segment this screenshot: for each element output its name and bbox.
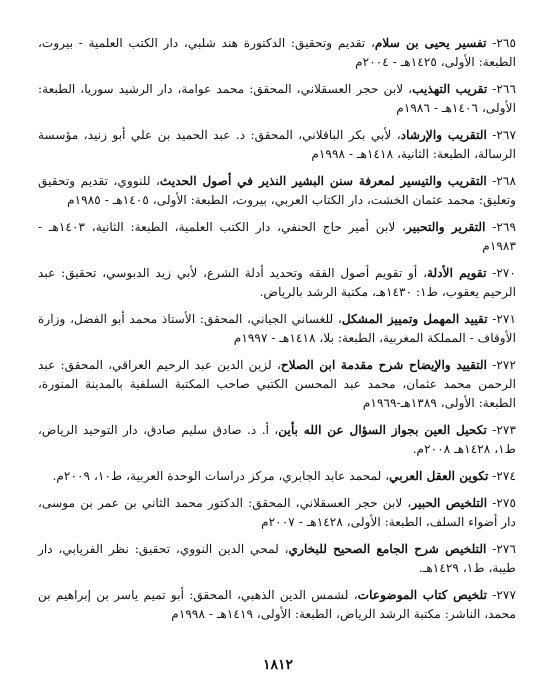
bibliography-entry — [38, 34, 516, 72]
entry-details: ، لابن حجر العسقلاني، المحقق: الدكتور محمد الثاني بن عمر بن موسى، دار أضواء السلف، الطبعة: الأولى، ١٤٢٨هـ - ٢٠٠٧م — [38, 496, 516, 529]
entry-title: التقييد والإيضاح شرح مقدمة ابن الصلاح — [280, 358, 488, 372]
entry-details: ، أ. د. صادق سليم صادق، دار التوحيد الرياض، ط١، ١٤٢٨هـ ٢٠٠٨م. — [38, 423, 516, 456]
entry-title: تفسير يحيى بن سلام — [374, 36, 487, 50]
entry-details: ، للنووي، تقديم وتحقيق وتعليق: محمد عثمان الخشت، دار الكتاب العربي، بيروت، الطبعة: الأولى، ١٤٠٥هـ - ١٩٨٥م — [38, 174, 516, 207]
bibliography-entry — [38, 172, 516, 210]
bibliography-list — [38, 34, 516, 624]
bibliography-entry — [38, 421, 516, 459]
entry-title: التلخيص الحبير — [411, 496, 488, 510]
entry-details: ، لزين الدين عبد الرحيم العراقي، المحقق: عبد الرحمن محمد عثمان، محمد عبد المحسن الكتبي صاحب المكتبة السلفية بالمدينة المنورة، الطبعة: الأولى، ١٣٨٩هـ-١٩٦٩م — [38, 358, 516, 410]
entry-details: ، أو تقويم أصول الفقه وتحديد أدلة الشرع، لأبي زيد الدبوسي، تحقيق: عبد الرحيم يعقوب، ط١: ١٤٣٠هـ، مكتبة الرشد بالرياض. — [38, 266, 516, 299]
entry-title: تقويم الأدلة — [427, 266, 487, 280]
entry-number: ٢٧٥- — [487, 496, 517, 510]
entry-number: ٢٧٣- — [486, 423, 517, 437]
bibliography-entry — [38, 218, 516, 256]
entry-number: ٢٧٢- — [487, 358, 516, 372]
bibliography-entry — [38, 264, 516, 302]
entry-number: ٢٧١- — [487, 312, 516, 326]
entry-title: التقريب والإرشاد — [400, 128, 487, 142]
entry-details: ، لمحي الدين النووي، تحقيق: نظر الفريابي، دار طيبة، ط١، ١٤٢٩هـ. — [38, 542, 516, 575]
entry-title: تكوين العقل العربي — [389, 469, 489, 483]
entry-title: التقريب والتيسير لمعرفة سنن البشير النذير في أصول الحديث — [159, 174, 487, 188]
entry-title: التلخيص شرح الجامع الصحيح للبخاري — [288, 542, 487, 556]
entry-details: ، لمحمد عابد الجابري، مركز دراسات الوحدة العربية، ط١٠، ٢٠٠٩م. — [52, 469, 390, 483]
bibliography-entry — [38, 310, 516, 348]
entry-details: ، لابن حجر العسقلاني، المحقق: محمد عوامة، دار الرشيد سوريا، الطبعة: الأولى، ١٤٠٦هـ - ١٩٨٦م — [38, 82, 516, 115]
entry-number: ٢٧٦- — [486, 542, 516, 556]
entry-details: ، لأبي بكر الباقلاني، المحقق: د. عبد الحميد بن علي أبو زنيد، مؤسسة الرسالة، الطبعة: الثانية، ١٤١٨هـ - ١٩٩٨م — [38, 128, 516, 161]
bibliography-entry — [38, 80, 516, 118]
bibliography-entry — [38, 467, 516, 486]
entry-title: تقييد المهمل وتمييز المشكل — [341, 312, 488, 326]
page-number: ١٨١٢ — [262, 657, 294, 673]
entry-number: ٢٦٨- — [486, 174, 516, 188]
entry-details: ، تقديم وتحقيق: الدكتورة هند شلبي، دار الكتب العلمية - بيروت، الطبعة: الأولى، ١٤٢٥هـ - ٢٠٠٤م — [38, 36, 516, 69]
entry-number: ٢٦٩- — [485, 220, 516, 234]
bibliography-entry — [38, 494, 516, 532]
entry-details: ، لابن أمير حاج الحنفي، دار الكتب العلمية، الطبعة: الثانية، ١٤٠٣هـ - ١٩٨٣م — [38, 220, 516, 253]
bibliography-entry — [38, 540, 516, 578]
entry-number: ٢٧٧- — [486, 588, 516, 602]
entry-number: ٢٧٠- — [486, 266, 516, 280]
entry-details: ، لشمس الدين الذهبي، المحقق: أبو تميم ياسر بن إبراهيم بن محمد، الناشر: مكتبة الرشد الرياض، الطبعة: الأولى، ١٤١٩هـ - ١٩٩٨م — [38, 588, 516, 621]
entry-title: تلخيص كتاب الموضوعات — [357, 588, 487, 602]
entry-title: تقريب التهذيب — [412, 82, 488, 96]
entry-number: ٢٦٦- — [487, 82, 516, 96]
entry-title: تكحيل العين بجواز السؤال عن الله بأين — [278, 423, 487, 437]
bibliography-entry — [38, 126, 516, 164]
bibliography-entry — [38, 356, 516, 413]
entry-details: ، للغساني الجياني، المحقق: الأستاذ محمد أبو الفضل، وزارة الأوقاف - المملكة المغربية، الطبعة: بلا، ١٤١٨هـ - ١٩٩٧م — [38, 312, 516, 345]
entry-number: ٢٧٤- — [488, 469, 516, 483]
entry-number: ٢٦٥- — [486, 36, 517, 50]
bibliography-entry — [38, 586, 516, 624]
entry-title: التقرير والتحبير — [406, 220, 486, 234]
entry-number: ٢٦٧- — [486, 128, 516, 142]
